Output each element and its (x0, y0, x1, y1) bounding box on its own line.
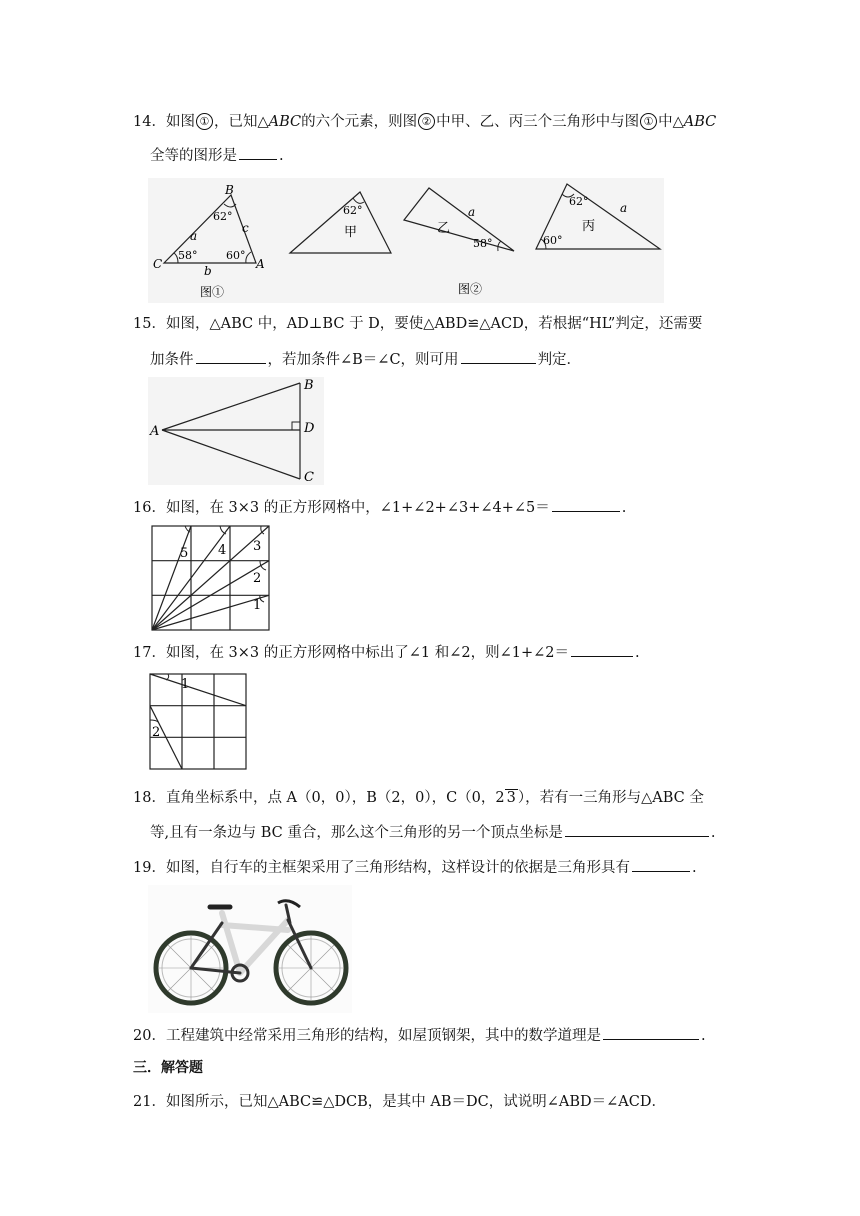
label-c: C (153, 257, 163, 271)
q21-line: 21．如图所示，已知△ABC≌△DCB，是其中 AB＝DC，试说明∠ABD＝∠ACD． (133, 1094, 666, 1110)
svg-text:a: a (468, 205, 476, 219)
angle-label-2: 2 (253, 571, 262, 586)
bicycle-image (148, 885, 352, 1013)
label-d: D (304, 421, 315, 436)
q19-line: 19．如图，自行车的主框架采用了三角形结构，这样设计的依据是三角形具有 . (133, 857, 697, 878)
svg-text:60°: 60° (543, 234, 563, 247)
angle-60: 60° (226, 249, 246, 262)
answer-blank[interactable] (196, 349, 266, 364)
angle-62: 62° (213, 210, 233, 223)
label-jia: 甲 (344, 225, 358, 240)
angle-58: 58° (178, 249, 198, 262)
angle-label-4: 4 (218, 543, 227, 558)
circled-one-icon: ① (640, 113, 657, 130)
circled-one-icon: ① (196, 113, 213, 130)
label-c: C (304, 470, 314, 485)
label-bing: 丙 (582, 219, 596, 234)
q18-line2: 等,且有一条边与 BC 重合，那么这个三角形的另一个顶点坐标是 . (150, 822, 715, 843)
caption-fig1: 图① (200, 285, 225, 299)
q20-line: 20．工程建筑中经常采用三角形的结构，如屋顶钢架，其中的数学道理是 . (133, 1025, 706, 1046)
side-c: c (242, 221, 249, 235)
q17-line: 17．如图，在 3×3 的正方形网格中标出了∠1 和∠2，则∠1+∠2＝ . (133, 642, 640, 663)
angle-label-1: 1 (181, 677, 190, 692)
svg-text:58°: 58° (473, 237, 493, 250)
angle-label-3: 3 (253, 539, 262, 554)
label-a: A (150, 424, 160, 439)
label-a: A (256, 257, 265, 271)
answer-blank[interactable] (552, 497, 620, 512)
angle-label-5: 5 (180, 546, 189, 561)
answer-blank[interactable] (461, 349, 536, 364)
q14-figure (148, 178, 664, 303)
section-heading: 三．解答题 (133, 1060, 203, 1076)
label-yi: 乙 (437, 221, 451, 236)
svg-text:a: a (620, 201, 628, 215)
answer-blank[interactable] (565, 822, 709, 837)
answer-blank[interactable] (632, 857, 690, 872)
side-b: b (204, 264, 212, 278)
q16-line: 16．如图，在 3×3 的正方形网格中，∠1+∠2+∠3+∠4+∠5＝ . (133, 497, 626, 518)
caption-fig2: 图② (458, 282, 483, 296)
answer-blank[interactable] (603, 1025, 699, 1040)
angle-label-1: 1 (253, 598, 262, 613)
q14-line1: 14．如图 ① ，已知△ABC的六个元素，则图 ② 中甲、乙、丙三个三角形中与图 ① 中△ABC (133, 114, 717, 130)
label-b: B (304, 378, 314, 393)
answer-blank[interactable] (571, 642, 633, 657)
side-a: a (190, 229, 198, 243)
sqrt-radicand: 3 (506, 790, 516, 806)
answer-blank[interactable] (239, 145, 277, 160)
label-b: B (225, 183, 234, 197)
q15-figure (148, 377, 324, 485)
q14-line2: 全等的图形是 . (150, 145, 284, 166)
circled-two-icon: ② (418, 113, 435, 130)
q15-line1: 15．如图，△ABC 中，AD⊥BC 于 D，要使△ABD≌△ACD，若根据“HL”判定，还需要 (133, 316, 703, 332)
angle-label-2: 2 (152, 725, 161, 740)
svg-text:62°: 62° (343, 204, 363, 217)
svg-text:62°: 62° (569, 195, 589, 208)
q15-line2: 加条件 ，若加条件∠B＝∠C，则可用 判定． (150, 349, 581, 370)
q16-grid-figure (150, 524, 274, 634)
q18-line1: 18．直角坐标系中，点 A（0，0），B（2，0），C（0，2 3 ），若有一三角形与△ABC 全 (133, 790, 704, 806)
q17-grid-figure (148, 672, 250, 772)
